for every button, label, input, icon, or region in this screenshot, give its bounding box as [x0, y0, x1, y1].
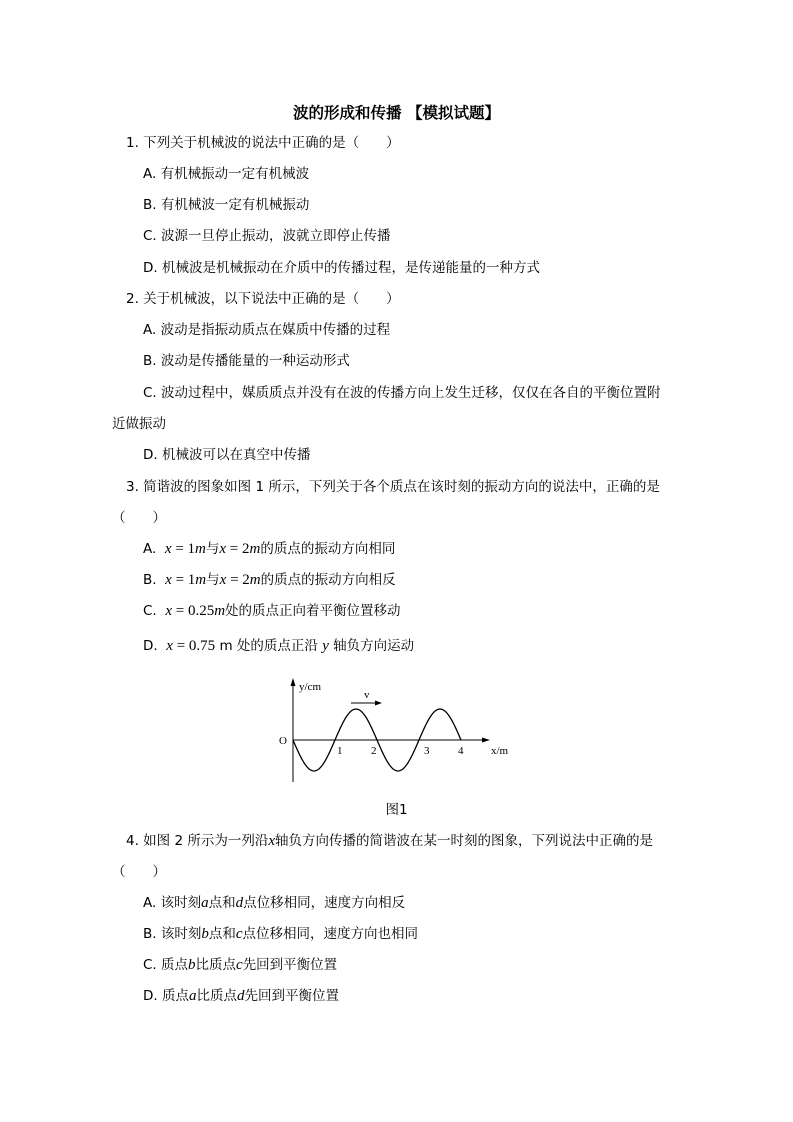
q4-stem [126, 831, 653, 851]
option-text: A. 该时刻 [143, 895, 202, 911]
math-unit: m [249, 572, 261, 588]
math-unit: m [195, 572, 207, 588]
math-var: x [219, 572, 227, 588]
figure-1-wave-graph [278, 676, 518, 786]
x-tick-2: 2 [371, 745, 377, 757]
q3-option-c [143, 601, 401, 621]
math-value: = 0.75 [172, 638, 216, 654]
stem-text: 轴负方向传播的简谐波在某一时刻的图象，下列说法中正确的是 [275, 833, 654, 849]
x-tick-1: 1 [337, 745, 343, 757]
y-axis-arrow [291, 678, 296, 686]
option-text: 点位移相同，速度方向相反 [243, 895, 406, 911]
math-value: = 0.25 [171, 603, 215, 619]
math-var: b [188, 957, 196, 973]
q4-option-b [143, 924, 418, 944]
q1-option-d: D. 机械波是机械振动在介质中的传播过程，是传递能量的一种方式 [143, 260, 540, 276]
math-var: y [322, 638, 329, 654]
figure-1-caption: 图1 [385, 802, 408, 818]
option-text: m 处的质点正沿 [215, 638, 323, 654]
q3-stem: 3. 简谐波的图象如图 1 所示，下列关于各个质点在该时刻的振动方向的说法中，正确的是 [126, 479, 660, 495]
math-unit: m [214, 603, 226, 619]
math-var: x [268, 833, 276, 849]
math-var: d [236, 988, 245, 1004]
option-letter: A. [143, 541, 157, 557]
option-text: C. 质点 [143, 957, 189, 973]
option-text: D. 质点 [143, 988, 189, 1004]
option-letter: B. [143, 572, 157, 588]
math-var: a [201, 895, 209, 911]
q3-option-b [143, 570, 396, 590]
option-text: 比质点 [196, 988, 237, 1004]
option-text: 的质点的振动方向相同 [260, 541, 396, 557]
origin-label: O [279, 735, 287, 747]
q4-option-d [143, 986, 339, 1006]
option-text: 与 [206, 572, 220, 588]
x-tick-3: 3 [424, 745, 430, 757]
stem-text: 4. 如图 2 所示为一列沿 [126, 833, 269, 849]
option-text: 处的质点正向着平衡位置移动 [225, 603, 401, 619]
q3-option-a [143, 539, 395, 559]
option-text: 点和 [208, 895, 236, 911]
option-text: 比质点 [195, 957, 237, 973]
option-letter: D. [143, 638, 158, 654]
x-tick-4: 4 [458, 745, 464, 757]
q1-option-c: C. 波源一旦停止振动，波就立即停止传播 [143, 228, 391, 244]
q3-stem-continued: （ ） [112, 510, 166, 526]
q2-stem: 2. 关于机械波，以下说法中正确的是（ ） [126, 291, 400, 307]
math-var: x [165, 603, 172, 619]
q1-stem: 1. 下列关于机械波的说法中正确的是（ ） [126, 135, 400, 151]
q2-option-a: A. 波动是指振动质点在媒质中传播的过程 [143, 322, 391, 338]
option-text: 先回到平衡位置 [242, 957, 338, 973]
option-text: 的质点的振动方向相反 [260, 572, 396, 588]
q4-stem-continued: （ ） [112, 864, 166, 880]
q4-option-a [143, 893, 405, 913]
math-var: x [166, 638, 173, 654]
option-text: 先回到平衡位置 [244, 988, 339, 1004]
q1-option-a: A. 有机械振动一定有机械波 [143, 166, 310, 182]
math-var: x [219, 541, 227, 557]
option-text: 点和 [208, 926, 236, 942]
page-title: 波的形成和传播 【模拟试题】 [293, 104, 500, 122]
velocity-label: v [364, 689, 370, 701]
math-unit: m [249, 541, 261, 557]
x-axis-label: x/m [491, 745, 509, 757]
option-text: 点位移相同，速度方向也相同 [242, 926, 419, 942]
q4-option-c [143, 955, 337, 975]
math-var: c [236, 957, 243, 973]
q2-option-c: C. 波动过程中，媒质质点并没有在波的传播方向上发生迁移，仅仅在各自的平衡位置附 [143, 385, 661, 401]
math-var: x [165, 572, 172, 588]
q2-option-b: B. 波动是传播能量的一种运动形式 [143, 353, 350, 369]
y-axis-label: y/cm [299, 681, 321, 693]
math-value: = 2 [226, 572, 250, 588]
math-var: x [164, 541, 172, 557]
math-var: b [201, 926, 209, 942]
velocity-arrow-head [375, 701, 382, 706]
x-axis-arrow [482, 738, 490, 743]
option-text: B. 该时刻 [143, 926, 202, 942]
option-letter: C. [143, 603, 157, 619]
q2-option-c-continued: 近做振动 [112, 416, 166, 432]
q1-option-b: B. 有机械波一定有机械振动 [143, 197, 310, 213]
option-text: 与 [205, 541, 220, 557]
math-value: = 1 [171, 572, 196, 588]
math-var: a [188, 988, 197, 1004]
q2-option-d: D. 机械波可以在真空中传播 [143, 447, 311, 463]
math-value: = 2 [226, 541, 250, 557]
option-text: 轴负方向运动 [328, 638, 415, 654]
math-var: d [235, 895, 244, 911]
q3-option-d [143, 636, 414, 656]
math-var: c [235, 926, 243, 942]
math-value: = 1 [171, 541, 196, 557]
math-unit: m [195, 541, 206, 557]
